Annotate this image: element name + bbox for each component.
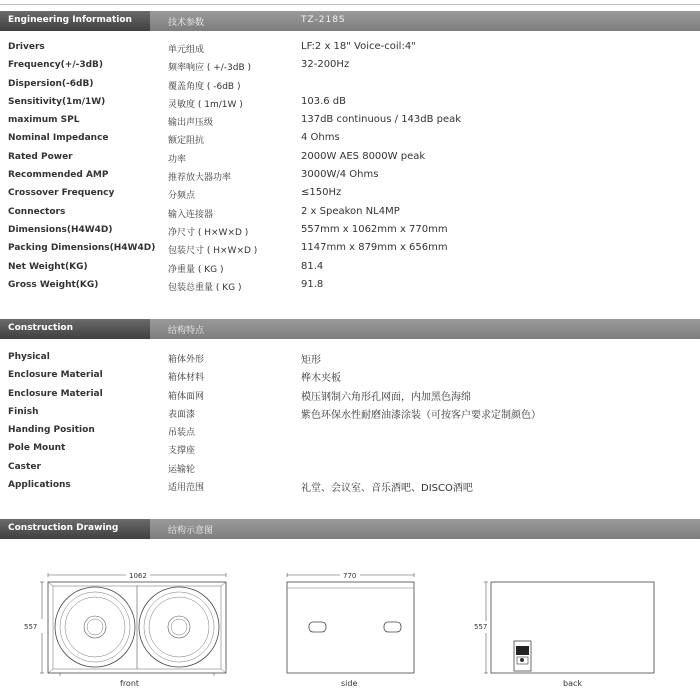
spec-value: 矩形: [301, 355, 321, 366]
front-height-label: 557: [24, 623, 38, 631]
spec-label-en: Gross Weight(KG): [8, 279, 99, 290]
spec-label-zh: 推荐放大器功率: [168, 173, 232, 184]
drawing-header: [0, 519, 700, 539]
spec-row: [0, 478, 700, 496]
spec-row: [0, 168, 700, 186]
spec-value: 模压钢制六角形孔网面，内加黑色海绵: [301, 391, 471, 403]
construction-title: Construction: [8, 323, 74, 333]
spec-row: [0, 223, 700, 241]
spec-row: [0, 131, 700, 149]
engineering-header: [0, 11, 700, 31]
spec-row: [0, 260, 700, 278]
spec-label-en: Caster: [8, 461, 41, 472]
spec-label-zh: 输入连接器: [168, 209, 214, 220]
spec-label-zh: 覆盖角度 ( -6dB ): [168, 81, 241, 92]
spec-row: [0, 368, 700, 386]
spec-row: [0, 387, 700, 405]
spec-label-zh: 包装尺寸 ( H×W×D ): [168, 246, 258, 257]
spec-label-zh: 灵敏度 ( 1m/1W ): [168, 99, 243, 110]
spec-label-zh: 分频点: [168, 191, 196, 202]
spec-label-en: Dimensions(H4W4D): [8, 224, 113, 235]
spec-label-en: Crossover Frequency: [8, 188, 115, 199]
construction-drawings: [0, 555, 700, 690]
spec-label-zh: 单元组成: [168, 45, 205, 55]
side-width-label: 770: [343, 572, 357, 580]
spec-label-en: Handing Position: [8, 425, 95, 436]
spec-label-zh: 表面漆: [168, 409, 196, 420]
spec-label-zh: 输出声压级: [168, 118, 214, 129]
spec-label-zh: 箱体材料: [168, 373, 205, 384]
spec-label-en: Finish: [8, 406, 39, 417]
spec-label-en: Connectors: [8, 206, 66, 217]
spec-label-zh: 净尺寸 ( H×W×D ): [168, 227, 249, 238]
spec-value: 2000W AES 8000W peak: [301, 150, 426, 162]
spec-row: [0, 58, 700, 76]
spec-row: [0, 95, 700, 113]
spec-value: 2 x Speakon NL4MP: [301, 205, 400, 217]
spec-label-en: Packing Dimensions(H4W4D): [8, 243, 156, 254]
drawing-title-zh: 结构示意图: [168, 526, 214, 536]
spec-label-en: maximum SPL: [8, 115, 80, 126]
spec-row: [0, 241, 700, 259]
spec-label-en: Drivers: [8, 42, 45, 52]
spec-label-zh: 净重量 ( KG ): [168, 264, 224, 275]
spec-label-en: Applications: [8, 480, 71, 491]
spec-label-zh: 适用范围: [168, 483, 205, 494]
spec-row: [0, 205, 700, 223]
spec-label-en: Dispersion(-6dB): [8, 78, 94, 89]
engineering-table: [0, 40, 700, 296]
back-view-drawing: [484, 582, 654, 673]
spec-row: [0, 40, 700, 58]
spec-row: [0, 441, 700, 459]
spec-value: 32-200Hz: [301, 59, 350, 71]
spec-value: 桦木夹板: [301, 373, 341, 385]
spec-label-zh: 功率: [168, 154, 187, 165]
spec-row: [0, 350, 700, 368]
spec-value: LF:2 x 18" Voice-coil:4": [301, 41, 416, 52]
front-view-drawing: [40, 573, 226, 676]
spec-label-en: Rated Power: [8, 151, 73, 162]
spec-label-zh: 运输轮: [168, 464, 196, 475]
spec-row: [0, 423, 700, 441]
engineering-title: Engineering Information: [8, 15, 132, 25]
spec-row: [0, 278, 700, 296]
drawing-title: Construction Drawing: [8, 523, 119, 533]
spec-label-zh: 包装总重量 ( KG ): [168, 282, 242, 293]
spec-value: 91.8: [301, 278, 324, 290]
spec-label-en: Nominal Impedance: [8, 133, 109, 144]
spec-label-zh: 箱体面网: [168, 391, 205, 402]
spec-label-en: Enclosure Material: [8, 388, 103, 399]
spec-value: 礼堂、会议室、音乐酒吧、DISCO酒吧: [301, 483, 473, 495]
spec-value: 4 Ohms: [301, 132, 340, 144]
spec-value: 137dB continuous / 143dB peak: [301, 114, 462, 126]
spec-row: [0, 186, 700, 204]
spec-label-zh: 频率响应 ( +/-3dB ): [168, 63, 252, 74]
spec-row: [0, 405, 700, 423]
spec-label-zh: 支撑座: [168, 446, 196, 457]
spec-label-zh: 箱体外形: [168, 355, 205, 365]
construction-table: [0, 350, 700, 496]
top-rule: [0, 4, 700, 5]
construction-title-zh: 结构特点: [168, 326, 205, 336]
front-width-label: 1062: [129, 572, 147, 580]
spec-label-en: Frequency(+/-3dB): [8, 60, 104, 71]
construction-header: [0, 319, 700, 339]
spec-value: 557mm x 1062mm x 770mm: [301, 223, 448, 235]
back-height-label: 557: [474, 623, 488, 631]
spec-row: [0, 150, 700, 168]
spec-label-en: Recommended AMP: [8, 170, 109, 181]
side-view-drawing: [287, 573, 414, 673]
spec-row: [0, 460, 700, 478]
spec-label-en: Sensitivity(1m/1W): [8, 96, 106, 107]
spec-label-zh: 吊装点: [168, 428, 196, 439]
spec-value: 紫色环保水性耐磨油漆涂装（可按客户要求定制颜色）: [301, 409, 541, 421]
spec-label-zh: 额定阻抗: [168, 136, 205, 147]
front-caption: front: [120, 679, 140, 688]
spec-value: 1147mm x 879mm x 656mm: [301, 242, 448, 254]
back-caption: back: [563, 679, 583, 688]
spec-value: ≤150Hz: [301, 187, 342, 199]
spec-row: [0, 77, 700, 95]
spec-row: [0, 113, 700, 131]
spec-label-en: Enclosure Material: [8, 370, 103, 381]
spec-value: 103.6 dB: [301, 95, 347, 107]
spec-value: 3000W/4 Ohms: [301, 169, 379, 181]
model-number: TZ-218S: [301, 15, 346, 25]
spec-label-en: Pole Mount: [8, 443, 66, 454]
spec-value: 81.4: [301, 260, 324, 272]
spec-label-en: Physical: [8, 352, 50, 362]
spec-label-en: Net Weight(KG): [8, 261, 88, 272]
side-caption: side: [341, 679, 358, 688]
engineering-title-zh: 技术参数: [168, 18, 205, 28]
